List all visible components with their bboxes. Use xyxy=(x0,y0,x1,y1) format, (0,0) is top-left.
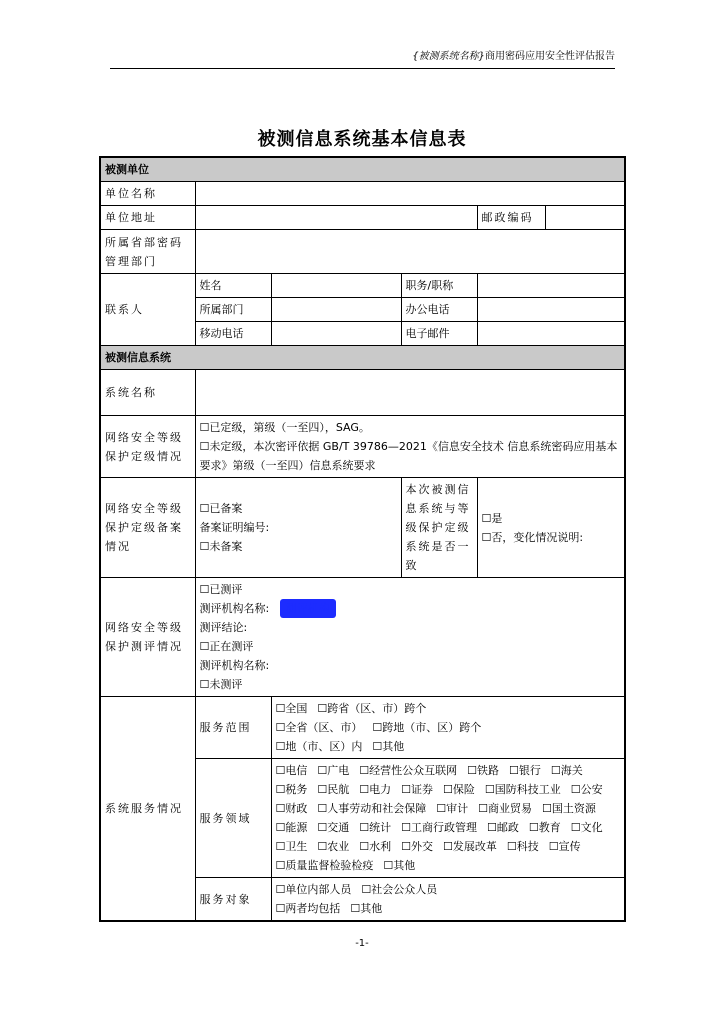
eval-org-value: 测评机构 xyxy=(280,599,336,618)
domain-option[interactable] xyxy=(571,783,603,796)
level-options xyxy=(195,416,625,478)
checkbox-icon xyxy=(571,783,581,796)
checkbox-icon xyxy=(276,840,286,853)
checkbox-icon xyxy=(507,840,517,853)
checkbox-icon xyxy=(317,802,327,815)
checkbox-icon xyxy=(482,531,492,544)
object-option[interactable] xyxy=(361,883,437,896)
consistent-yes-label: 是 xyxy=(491,511,503,525)
domain-option-label: 宣传 xyxy=(558,840,581,853)
domain-option[interactable] xyxy=(276,859,374,872)
domain-option-label: 国土资源 xyxy=(551,802,596,815)
scope-option-label: 地（市、区）内 xyxy=(285,740,363,753)
domain-option-label: 能源 xyxy=(285,821,308,834)
object-option[interactable] xyxy=(276,902,341,915)
level-label: 网络安全等级保护定级情况 xyxy=(100,416,195,478)
eval-org-label: 测评机构名称: xyxy=(199,602,270,615)
system-name-label: 系统名称 xyxy=(100,370,195,416)
level-option-graded[interactable] xyxy=(200,418,621,437)
domain-option[interactable] xyxy=(276,821,308,834)
checkbox-icon xyxy=(359,821,369,834)
unit-name-label: 单位名称 xyxy=(100,182,195,206)
domain-option[interactable] xyxy=(401,783,433,796)
domain-option[interactable] xyxy=(383,859,415,872)
contact-title-label: 职务/职称 xyxy=(401,274,477,298)
checkbox-icon xyxy=(443,783,453,796)
scope-option[interactable] xyxy=(372,721,481,734)
domain-option-label: 水利 xyxy=(369,840,392,853)
unit-address-label: 单位地址 xyxy=(100,206,195,230)
domain-option[interactable] xyxy=(551,764,583,777)
record-option-unfiled[interactable] xyxy=(200,537,397,556)
domain-option-label: 保险 xyxy=(452,783,475,796)
record-option-filed-label: 已备案 xyxy=(209,502,243,515)
domain-option-label: 广电 xyxy=(327,764,350,777)
domain-option-label: 外交 xyxy=(411,840,433,853)
domain-option[interactable] xyxy=(487,821,519,834)
page-title: 被测信息系统基本信息表 xyxy=(257,129,467,150)
domain-option-label: 财政 xyxy=(285,802,308,815)
section-unit: 被测单位 xyxy=(100,157,625,182)
domain-option-label: 商业贸易 xyxy=(488,802,532,815)
checkbox-icon xyxy=(276,740,286,753)
checkbox-icon xyxy=(317,702,327,715)
unit-name-field[interactable] xyxy=(195,182,625,206)
header-report-name: 商用密码应用安全性评估报告 xyxy=(485,51,615,62)
domain-option-label: 教育 xyxy=(538,821,561,834)
header-system-name: {被测系统名称} xyxy=(412,51,485,62)
domain-option[interactable] xyxy=(443,840,497,853)
eval-conclusion-label: 测评结论: xyxy=(199,621,248,634)
checkbox-icon xyxy=(571,821,581,834)
object-option-label: 单位内部人员 xyxy=(285,883,352,896)
checkbox-icon xyxy=(443,840,453,853)
checkbox-icon xyxy=(542,802,552,815)
contact-name-field[interactable] xyxy=(271,274,401,298)
service-label: 系统服务情况 xyxy=(100,697,195,922)
eval-option-none[interactable] xyxy=(200,675,621,694)
domain-option[interactable] xyxy=(542,802,596,815)
domain-option-label: 审计 xyxy=(446,802,469,815)
checkbox-icon xyxy=(276,821,286,834)
scope-option-label: 跨地（市、区）跨个 xyxy=(382,721,482,734)
checkbox-icon xyxy=(200,421,210,434)
domain-option[interactable] xyxy=(485,783,561,796)
checkbox-icon xyxy=(359,783,369,796)
domain-option-label: 质量监督检验检疫 xyxy=(285,859,374,872)
domain-option-label: 工商行政管理 xyxy=(411,821,477,834)
checkbox-icon xyxy=(200,583,210,596)
domain-option-label: 国防科技工业 xyxy=(494,783,561,796)
checkbox-icon xyxy=(372,740,382,753)
checkbox-icon xyxy=(276,883,286,896)
section-system: 被测信息系统 xyxy=(100,346,625,370)
eval-org-row xyxy=(200,599,621,618)
domain-option-label: 公安 xyxy=(580,783,603,796)
domain-option[interactable] xyxy=(317,764,349,777)
eval-option-none-label: 未测评 xyxy=(209,678,243,691)
checkbox-icon xyxy=(200,640,210,653)
checkbox-icon xyxy=(549,840,559,853)
checkbox-icon xyxy=(350,902,360,915)
checkbox-icon xyxy=(276,764,286,777)
checkbox-icon xyxy=(551,764,561,777)
postcode-field[interactable] xyxy=(545,206,625,230)
checkbox-icon xyxy=(509,764,519,777)
consistent-yes[interactable] xyxy=(482,509,621,528)
contact-email-label: 电子邮件 xyxy=(401,322,477,346)
checkbox-icon xyxy=(359,840,369,853)
domain-option-label: 科技 xyxy=(516,840,539,853)
checkbox-icon xyxy=(317,840,327,853)
checkbox-icon xyxy=(467,764,477,777)
eval-label: 网络安全等级保护测评情况 xyxy=(100,578,195,697)
domain-option-label: 证券 xyxy=(411,783,433,796)
checkbox-icon xyxy=(276,859,286,872)
record-cert-label: 备案证明编号: xyxy=(199,521,270,534)
domain-label: 服务领域 xyxy=(195,759,271,878)
scope-option-label: 全国 xyxy=(285,702,308,715)
domain-option[interactable] xyxy=(276,783,308,796)
domain-option[interactable] xyxy=(401,840,433,853)
checkbox-icon xyxy=(401,821,411,834)
checkbox-icon xyxy=(361,883,371,896)
checkbox-icon xyxy=(317,783,327,796)
checkbox-icon xyxy=(200,440,210,453)
dept-label: 所属省部密码管理部门 xyxy=(100,230,195,274)
checkbox-icon xyxy=(401,783,411,796)
unit-address-field[interactable] xyxy=(195,206,477,230)
checkbox-icon xyxy=(383,859,393,872)
domain-option-label: 邮政 xyxy=(496,821,519,834)
scope-option[interactable] xyxy=(276,702,308,715)
scope-option[interactable] xyxy=(317,702,426,715)
contact-mobile-field[interactable] xyxy=(271,322,401,346)
level-option-ungraded[interactable] xyxy=(200,437,621,475)
domain-option[interactable] xyxy=(276,840,308,853)
checkbox-icon xyxy=(401,840,411,853)
contact-email-field[interactable] xyxy=(477,322,625,346)
domain-option[interactable] xyxy=(571,821,603,834)
object-option-label: 其他 xyxy=(360,902,383,915)
domain-option-label: 其他 xyxy=(393,859,416,872)
domain-option-label: 农业 xyxy=(327,840,350,853)
eval-option-done-label: 已测评 xyxy=(209,583,243,596)
domain-option[interactable] xyxy=(549,840,581,853)
info-table xyxy=(99,156,626,922)
domain-option-label: 银行 xyxy=(518,764,541,777)
domain-option-label: 人事劳动和社会保障 xyxy=(327,802,427,815)
scope-option-label: 跨省（区、市）跨个 xyxy=(327,702,427,715)
record-options xyxy=(195,478,401,578)
domain-option[interactable] xyxy=(276,802,308,815)
record-option-unfiled-label: 未备案 xyxy=(209,540,243,553)
domain-option[interactable] xyxy=(507,840,539,853)
checkbox-icon xyxy=(485,783,495,796)
domain-option[interactable] xyxy=(359,764,457,777)
domain-option-label: 交通 xyxy=(327,821,350,834)
domain-option-label: 铁路 xyxy=(477,764,499,777)
domain-option[interactable] xyxy=(317,802,426,815)
domain-option-label: 民航 xyxy=(327,783,350,796)
eval-options xyxy=(195,578,625,697)
domain-option-label: 经营性公众互联网 xyxy=(369,764,458,777)
domain-option[interactable] xyxy=(359,840,391,853)
domain-option[interactable] xyxy=(436,802,468,815)
page-header xyxy=(110,50,615,69)
domain-options xyxy=(271,759,625,878)
checkbox-icon xyxy=(276,783,286,796)
checkbox-icon xyxy=(276,902,286,915)
postcode-label: 邮政编码 xyxy=(477,206,545,230)
domain-option[interactable] xyxy=(276,764,308,777)
checkbox-icon xyxy=(372,721,382,734)
domain-option[interactable] xyxy=(317,783,349,796)
eval-option-done[interactable] xyxy=(200,580,621,599)
scope-option[interactable] xyxy=(276,721,363,734)
object-option[interactable] xyxy=(276,883,352,896)
checkbox-icon xyxy=(200,540,210,553)
contact-dept-label: 所属部门 xyxy=(195,298,271,322)
checkbox-icon xyxy=(200,502,210,515)
domain-option-label: 电信 xyxy=(285,764,308,777)
eval-option-ongoing[interactable] xyxy=(200,637,621,656)
scope-option[interactable] xyxy=(276,740,363,753)
domain-option-label: 电力 xyxy=(369,783,392,796)
domain-option[interactable] xyxy=(509,764,541,777)
object-option[interactable] xyxy=(350,902,382,915)
checkbox-icon xyxy=(529,821,539,834)
contact-title-field[interactable] xyxy=(477,274,625,298)
checkbox-icon xyxy=(487,821,497,834)
consistent-no[interactable] xyxy=(482,528,621,547)
domain-option-label: 文化 xyxy=(580,821,603,834)
scope-label: 服务范围 xyxy=(195,697,271,759)
domain-option[interactable] xyxy=(529,821,561,834)
dept-field[interactable] xyxy=(195,230,625,274)
scope-option[interactable] xyxy=(372,740,404,753)
object-option-label: 社会公众人员 xyxy=(371,883,438,896)
contact-name-label: 姓名 xyxy=(195,274,271,298)
contact-label: 联系人 xyxy=(100,274,195,346)
checkbox-icon xyxy=(276,702,286,715)
object-options xyxy=(271,878,625,922)
page-number: -1- xyxy=(355,938,369,949)
record-option-filed[interactable] xyxy=(200,499,397,518)
checkbox-icon xyxy=(276,802,286,815)
consistent-options xyxy=(477,478,625,578)
domain-option[interactable] xyxy=(317,821,349,834)
domain-option[interactable] xyxy=(317,840,349,853)
domain-option[interactable] xyxy=(359,821,391,834)
contact-dept-field[interactable] xyxy=(271,298,401,322)
scope-option-label: 全省（区、市） xyxy=(285,721,363,734)
contact-phone-field[interactable] xyxy=(477,298,625,322)
checkbox-icon xyxy=(200,678,210,691)
eval-option-ongoing-label: 正在测评 xyxy=(209,640,254,653)
domain-option[interactable] xyxy=(443,783,475,796)
contact-phone-label: 办公电话 xyxy=(401,298,477,322)
object-option-label: 两者均包括 xyxy=(285,902,341,915)
checkbox-icon xyxy=(359,764,369,777)
contact-mobile-label: 移动电话 xyxy=(195,322,271,346)
checkbox-icon xyxy=(317,821,327,834)
domain-option[interactable] xyxy=(478,802,532,815)
domain-option-label: 海关 xyxy=(560,764,583,777)
domain-option[interactable] xyxy=(401,821,477,834)
consistent-no-label: 否，变化情况说明: xyxy=(491,530,584,544)
domain-option-label: 发展改革 xyxy=(452,840,497,853)
record-label: 网络安全等级保护定级备案情况 xyxy=(100,478,195,578)
level-option-ungraded-label: 未定级，本次密评依据 GB/T 39786—2021《信息安全技术 信息系统密码应用基本要求》第级（一至四）信息系统要求 xyxy=(199,440,618,472)
system-name-field[interactable] xyxy=(195,370,625,416)
checkbox-icon xyxy=(478,802,488,815)
scope-options xyxy=(271,697,625,759)
level-option-graded-label: 已定级，第级（一至四），SAG。 xyxy=(209,421,370,434)
domain-option-label: 卫生 xyxy=(285,840,308,853)
scope-option-label: 其他 xyxy=(382,740,405,753)
object-label: 服务对象 xyxy=(195,878,271,922)
checkbox-icon xyxy=(276,721,286,734)
domain-option-label: 统计 xyxy=(369,821,392,834)
checkbox-icon xyxy=(436,802,446,815)
checkbox-icon xyxy=(482,512,492,525)
consistent-label: 本次被测信息系统与等级保护定级系统是否一致 xyxy=(401,478,477,578)
domain-option[interactable] xyxy=(467,764,499,777)
domain-option-label: 税务 xyxy=(285,783,308,796)
domain-option[interactable] xyxy=(359,783,391,796)
eval-org2-label: 测评机构名称: xyxy=(199,659,270,672)
checkbox-icon xyxy=(317,764,327,777)
